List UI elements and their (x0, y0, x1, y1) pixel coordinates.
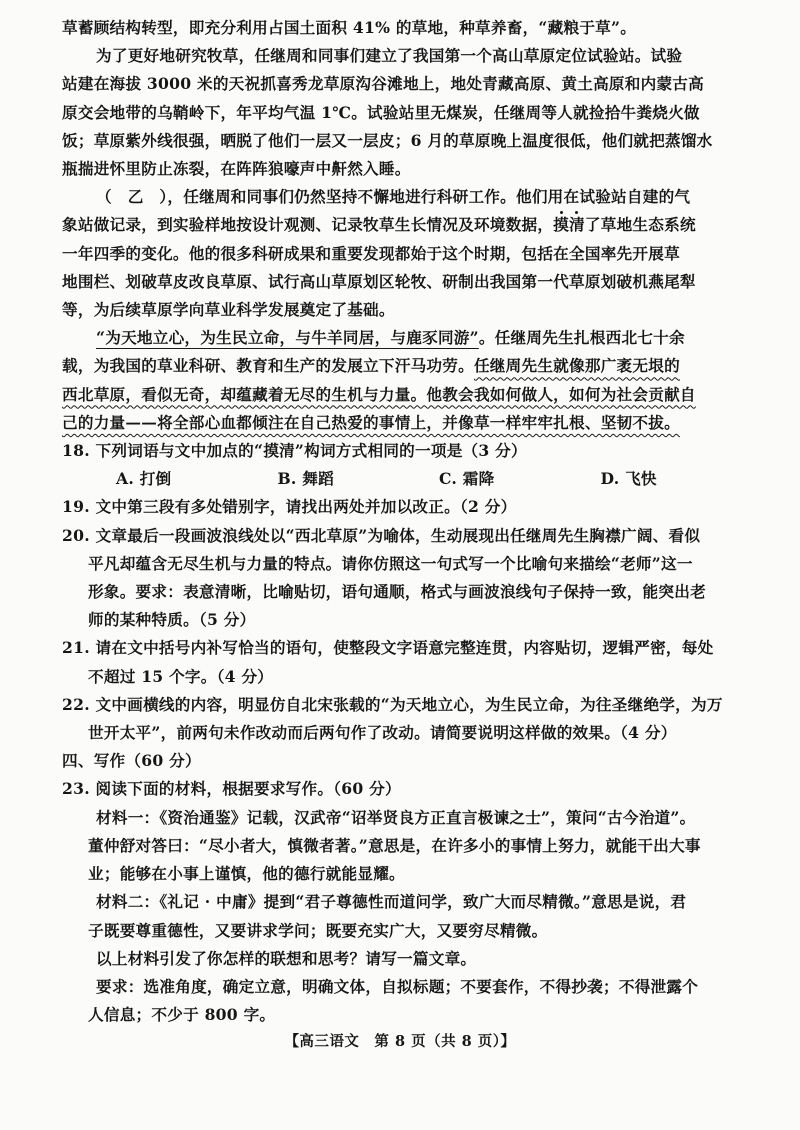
question-20-line: 师的某种特质。（5 分） (88, 610, 256, 630)
page-footer: 【高三语文 第 8 页（共 8 页）】 (284, 1033, 516, 1050)
question-20-line: 形象。要求：表意清晰，比喻贴切，语句通顺，格式与画波浪线句子保持一致，能突出老 (88, 582, 706, 602)
passage-line: 一年四季的变化。他的很多科研成果和重要发现都始于这个时期，包括在全国率先开展草 (62, 243, 680, 263)
option-d: D. 飞快 (600, 469, 657, 489)
wavy-underlined-text: 己的力量——将全部心血都倾注在自己热爱的事情上，并像草一样牢牢扎根、坚韧不拔。 (62, 412, 680, 432)
question-18-options (62, 465, 762, 493)
material-line: 材料一：《资治通鉴》记载，汉武帝“诏举贤良方正直言极谏之士”，策问“古今治道”。 (96, 807, 696, 827)
question-18: 18. 下列词语与文中加点的“摸清”构词方式相同的一项是（3 分） (62, 441, 527, 461)
passage-line (62, 324, 762, 352)
passage-text: 象站做记录，到实验样地按设计观测、记录牧草生长情况及环境数据， (62, 215, 554, 235)
passage-text: 了草地生态系统 (584, 215, 696, 235)
dotted-char: 摸 (553, 215, 570, 235)
dotted-char: 清 (569, 215, 585, 235)
section-heading-writing: 四、写作（60 分） (62, 751, 201, 771)
wavy-underlined-text: 西北草原，看似无奇，却蕴藏着无尽的生机与力量。他教会我如何做人，如何为社会贡献自 (62, 384, 696, 404)
material-line: 业；能够在小事上谨慎，他的德行就能显耀。 (88, 864, 405, 884)
writing-prompt: 以上材料引发了你怎样的联想和思考？请写一篇文章。 (96, 948, 477, 968)
question-23: 23. 阅读下面的材料，根据要求写作。（60 分） (62, 779, 401, 799)
question-22: 22. 文中画横线的内容，明显仿自北宋张载的“为天地立心，为生民立命，为往圣继绝学，为万 (62, 694, 723, 714)
question-20-line: 平凡却蕴含无尽生机与力量的特点。请你仿照这一句式写一个比喻句来描绘“老师”这一 (88, 553, 693, 573)
passage-line: 原交会地带的乌鞘岭下，年平均气温 1℃。试验站里无煤炭，任继周等人就捡拾牛粪烧火做 (62, 102, 700, 122)
question-21-line: 不超过 15 个字。（4 分） (88, 666, 274, 686)
passage-line: （ 乙 ），任继周和同事们仍然坚持不懈地进行科研工作。他们用在试验站自建的气 (96, 187, 691, 207)
option-a: A. 打倒 (116, 469, 172, 489)
material-line: 材料二：《礼记 · 中庸》提到“君子尊德性而道问学，致广大而尽精微。”意思是说，君 (96, 892, 687, 912)
material-line: 董仲舒对答曰：“尽小者大，慎微者著。”意思是，在许多小的事情上努力，就能干出大事 (88, 835, 701, 855)
passage-line (62, 381, 762, 409)
question-21: 21. 请在文中括号内补写恰当的语句，使整段文字语意完整连贯，内容贴切，逻辑严密，每处 (62, 638, 714, 658)
material-line: 子既要尊重德性，又要讲求学问；既要充实广大，又要穷尽精微。 (88, 920, 548, 940)
passage-text: 载，为我国的草业科研、教育和生产的发展立下汗马功劳。 (62, 356, 474, 376)
passage-line (62, 211, 762, 239)
question-22-line: 世开太平”，前两句未作改动而后两句作了改动。请简要说明这样做的效果。（4 分） (88, 723, 677, 743)
underlined-quote: “为天地立心，为生民立命，与牛羊同居，与鹿豕同游” (96, 328, 479, 348)
requirements-line: 要求：选准角度，确定立意，明确文体，自拟标题；不要套作，不得抄袭；不得泄露个 (96, 976, 699, 996)
passage-text: 。任继周先生扎根西北七十余 (478, 328, 685, 348)
passage-line: 草蓄顾结构转型，即充分利用占国土面积 41% 的草地，种草养畜，“藏粮于草”。 (62, 18, 637, 37)
wavy-underlined-text: 任继周先生就像那广袤无垠的 (473, 356, 680, 376)
passage-line: 地围栏、划破草皮改良草原、试行高山草原划区轮牧、研制出我国第一代草原划破机燕尾犁 (62, 271, 696, 291)
passage-line: 饭；草原紫外线很强，晒脱了他们一层又一层皮；6 月的草原晚上温度很低，他们就把蒸馏水 (62, 130, 713, 150)
question-20: 20. 文章最后一段画波浪线处以“西北草原”为喻体，生动展现出任继周先生胸襟广阔、看似 (62, 525, 701, 545)
passage-line: 瓶揣进怀里防止冻裂，在阵阵狼嚎声中鼾然入睡。 (62, 159, 411, 179)
option-c: C. 霜降 (439, 469, 495, 489)
passage-line: 站建在海拔 3000 米的天祝抓喜秀龙草原沟谷滩地上，地处青藏高原、黄土高原和内蒙古高 (62, 74, 704, 94)
passage-line: 等，为后续草原学向草业科学发展奠定了基础。 (62, 300, 395, 320)
passage-line (62, 352, 762, 380)
requirements-line: 人信息；不少于 800 字。 (88, 1005, 276, 1025)
option-b: B. 舞蹈 (277, 469, 334, 489)
passage-line (62, 409, 762, 437)
question-19: 19. 文中第三段有多处错别字，请找出两处并加以改正。（2 分） (62, 497, 517, 517)
passage-line: 为了更好地研究牧草，任继周和同事们建立了我国第一个高山草原定位试验站。试验 (96, 46, 683, 66)
page-content (62, 14, 762, 1029)
